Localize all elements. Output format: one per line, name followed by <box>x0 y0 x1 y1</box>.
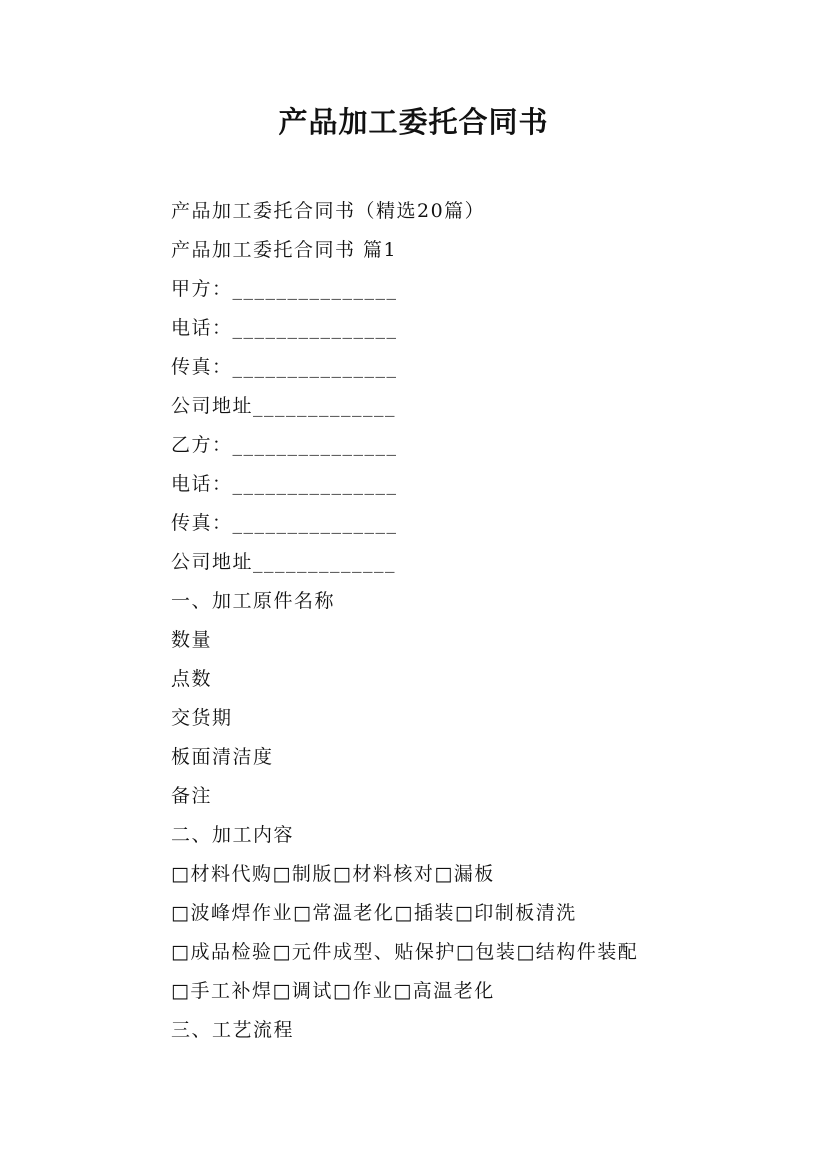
section-heading-piece-1: 产品加工委托合同书 篇1 <box>171 239 398 261</box>
section-3-heading: 三、工艺流程 <box>171 1019 295 1041</box>
document-title: 产品加工委托合同书 <box>278 105 549 139</box>
board-cleanliness-line: 板面清洁度 <box>171 746 274 768</box>
processing-options-line-1: □材料代购□制版□材料核对□漏板 <box>171 863 495 885</box>
party-b-address-line: 公司地址_____________ <box>171 551 397 573</box>
processing-options-line-4: □手工补焊□调试□作业□高温老化 <box>171 980 495 1002</box>
section-2-heading: 二、加工内容 <box>171 824 295 846</box>
section-1-heading: 一、加工原件名称 <box>171 590 336 612</box>
party-b-line: 乙方：_______________ <box>171 434 398 456</box>
party-b-phone-line: 电话：_______________ <box>171 473 398 495</box>
processing-options-line-2: □波峰焊作业□常温老化□插装□印制板清洗 <box>171 902 577 924</box>
delivery-date-line: 交货期 <box>171 707 233 729</box>
party-a-line: 甲方：_______________ <box>171 278 398 300</box>
party-a-address-line: 公司地址_____________ <box>171 395 397 417</box>
party-a-fax-line: 传真：_______________ <box>171 356 398 378</box>
subtitle-line: 产品加工委托合同书（精选20篇） <box>171 200 486 222</box>
processing-options-line-3: □成品检验□元件成型、贴保护□包装□结构件装配 <box>171 941 639 963</box>
party-a-phone-line: 电话：_______________ <box>171 317 398 339</box>
points-line: 点数 <box>171 668 213 690</box>
remarks-line: 备注 <box>171 785 213 807</box>
document-body <box>171 192 791 1050</box>
quantity-line: 数量 <box>171 629 213 651</box>
party-b-fax-line: 传真：_______________ <box>171 512 398 534</box>
